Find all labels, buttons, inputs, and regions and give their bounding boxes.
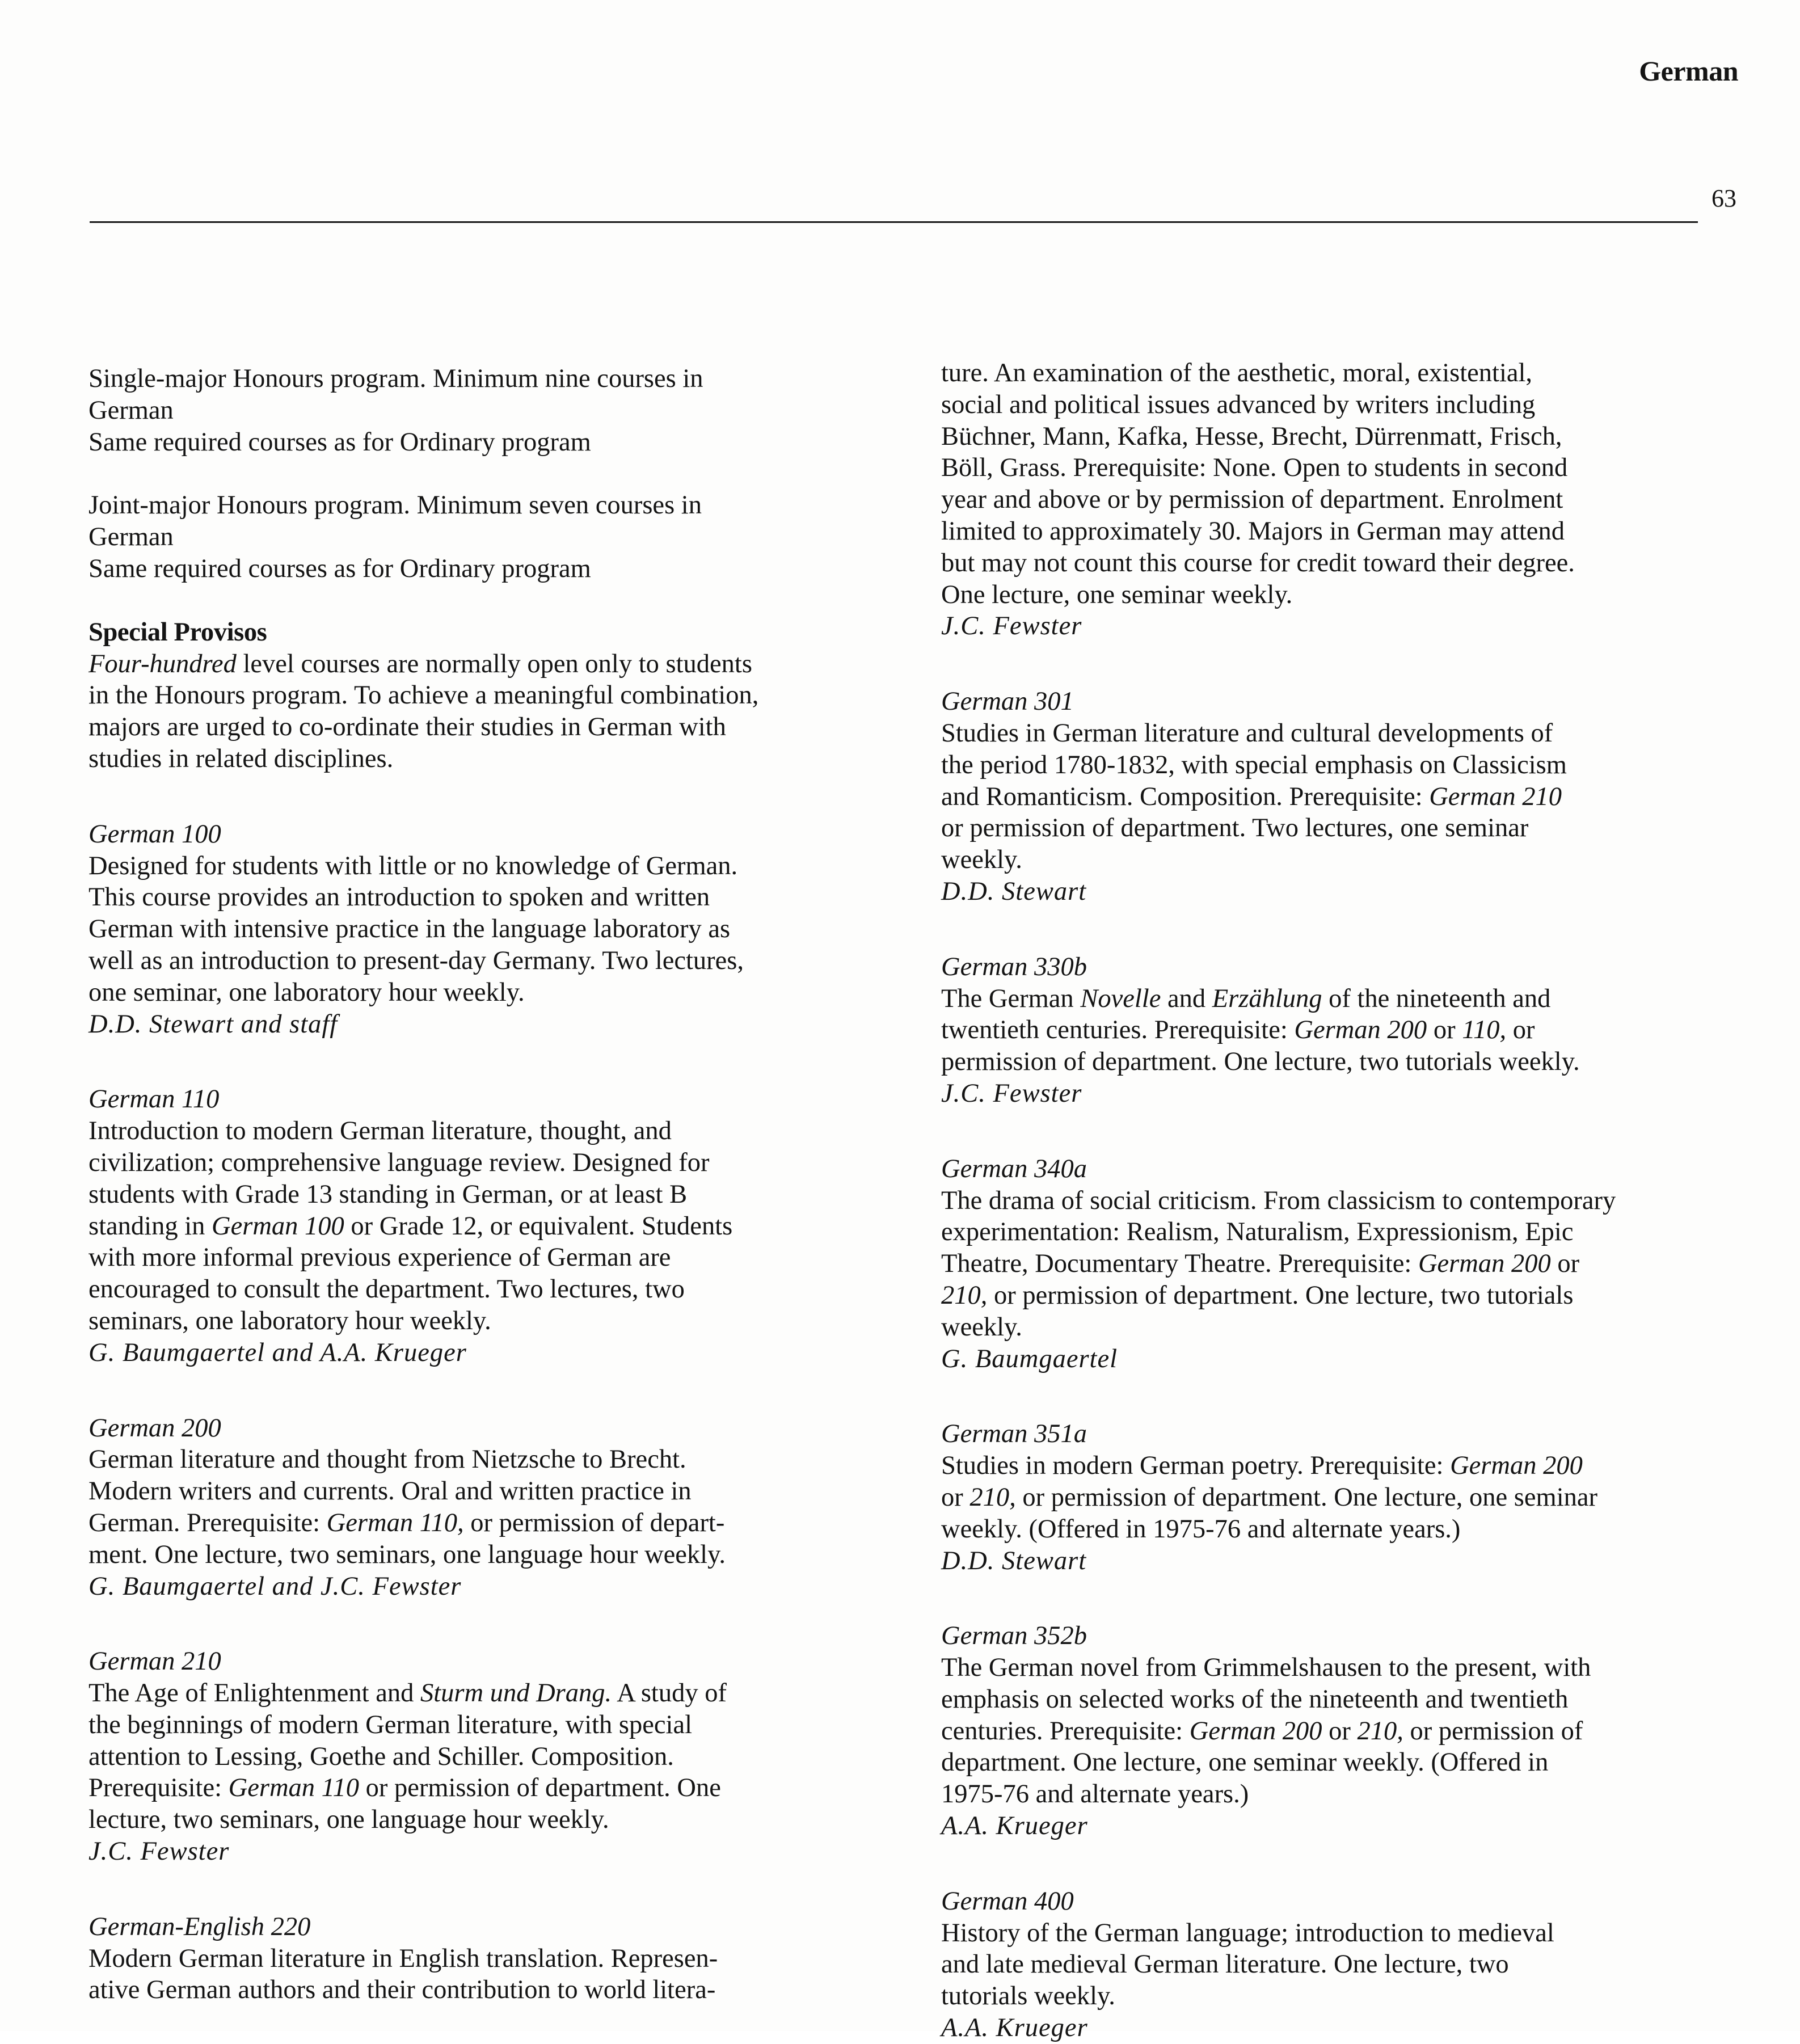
text-line: limited to approximately 30. Majors in German may attend xyxy=(941,516,1565,546)
text-line xyxy=(88,1507,894,1539)
course-german-210 xyxy=(88,1646,894,1868)
course-german-352b xyxy=(941,1620,1747,1842)
emphasis: German 200 xyxy=(1450,1451,1583,1481)
text-line: tutorials weekly. xyxy=(941,1982,1115,2011)
course-title: German 301 xyxy=(941,687,1074,717)
text-line: studies in related disciplines. xyxy=(88,744,394,773)
course-german-english-220 xyxy=(88,1911,894,2006)
text-run: Studies in modern German poetry. Prerequisite: xyxy=(941,1451,1451,1481)
text-run: of the nineteenth and xyxy=(1322,984,1551,1013)
emphasis: 210, xyxy=(969,1482,1016,1512)
text-run: or xyxy=(1322,1716,1358,1746)
text-line: German literature and thought from Nietzsche to Brecht. xyxy=(88,1445,686,1474)
course-title: German 100 xyxy=(88,819,221,849)
text-line xyxy=(941,781,1747,813)
course-instructor: G. Baumgaertel and A.A. Krueger xyxy=(88,1338,467,1367)
text-line: weekly. xyxy=(941,845,1022,875)
text-line xyxy=(88,1772,894,1804)
text-line xyxy=(941,1716,1747,1747)
course-title: German 110 xyxy=(88,1085,220,1114)
text-run: German. Prerequisite: xyxy=(88,1508,327,1537)
emphasis: German 200 xyxy=(1189,1716,1322,1746)
text-run: Prerequisite: xyxy=(88,1773,229,1803)
text-run: level courses are normally open only to students xyxy=(236,649,752,678)
text-line: weekly. (Offered in 1975-76 and alternate years.) xyxy=(941,1514,1461,1544)
text-line: Joint-major Honours program. Minimum seven courses in xyxy=(88,491,702,520)
text-line xyxy=(88,648,894,680)
emphasis: 110, xyxy=(1462,1015,1507,1045)
text-line: The German novel from Grimmelshausen to the present, with xyxy=(941,1653,1591,1683)
text-line: weekly. xyxy=(941,1312,1022,1342)
text-line: students with Grade 13 standing in German, or at least B xyxy=(88,1179,688,1209)
text-line: experimentation: Realism, Naturalism, Expressionism, Epic xyxy=(941,1217,1574,1247)
emphasis: German 210 xyxy=(1429,782,1562,811)
text-line: social and political issues advanced by writers including xyxy=(941,390,1536,419)
text-line: 1975-76 and alternate years.) xyxy=(941,1780,1249,1809)
course-title: German 210 xyxy=(88,1647,221,1676)
course-instructor: D.D. Stewart xyxy=(941,1546,1087,1575)
text-run: or xyxy=(1427,1015,1462,1045)
text-run: or xyxy=(1506,1015,1535,1045)
emphasis: 210, xyxy=(941,1280,988,1310)
text-line: encouraged to consult the department. Two lectures, two xyxy=(88,1275,685,1304)
text-line: ative German authors and their contribution to world litera- xyxy=(88,1975,716,2005)
course-german-200 xyxy=(88,1413,894,1603)
text-run: The Age of Enlightenment and xyxy=(88,1679,420,1708)
course-german-110 xyxy=(88,1084,894,1368)
text-line: Same required courses as for Ordinary program xyxy=(88,427,591,457)
text-line: German xyxy=(88,522,174,552)
course-instructor: A.A. Krueger xyxy=(941,2013,1088,2043)
text-run: or permission of department. One lecture, one seminar xyxy=(1015,1482,1597,1512)
text-line: one seminar, one laboratory hour weekly. xyxy=(88,977,525,1007)
text-line: Büchner, Mann, Kafka, Hesse, Brecht, Dürrenmatt, Frisch, xyxy=(941,422,1562,451)
text-run: or Grade 12, or equivalent. Students xyxy=(344,1211,733,1241)
text-line: Böll, Grass. Prerequisite: None. Open to students in second xyxy=(941,453,1568,483)
course-instructor: J.C. Fewster xyxy=(941,612,1082,641)
text-line: Single-major Honours program. Minimum nine courses in xyxy=(88,364,703,393)
text-line: the beginnings of modern German literature, with special xyxy=(88,1710,693,1739)
text-run: or permission of depart- xyxy=(463,1508,725,1537)
course-german-301 xyxy=(941,686,1747,908)
text-line: lecture, two seminars, one language hour weekly. xyxy=(88,1805,609,1835)
emphasis: German 200 xyxy=(1294,1015,1427,1045)
right-column xyxy=(941,357,1747,2044)
text-line: This course provides an introduction to spoken and written xyxy=(88,883,710,912)
text-line xyxy=(941,1248,1747,1280)
text-line: German xyxy=(88,395,174,425)
header-rule xyxy=(90,221,1698,223)
special-provisos xyxy=(88,617,894,775)
text-run: or xyxy=(1550,1249,1580,1279)
text-line: year and above or by permission of department. Enrolment xyxy=(941,485,1563,515)
course-german-english-220-continued xyxy=(941,357,1747,642)
course-german-351a xyxy=(941,1418,1747,1577)
text-line xyxy=(941,1482,1747,1514)
course-title: German 351a xyxy=(941,1419,1087,1449)
text-line: or permission of department. Two lectures, one seminar xyxy=(941,814,1529,843)
course-german-400 xyxy=(941,1886,1747,2044)
text-line: in the Honours program. To achieve a meaningful combination, xyxy=(88,681,759,710)
text-line: Modern writers and currents. Oral and written practice in xyxy=(88,1477,692,1506)
text-line xyxy=(941,1280,1747,1312)
text-line: Introduction to modern German literature, thought, and xyxy=(88,1116,672,1146)
emphasis: German 200 xyxy=(1418,1249,1551,1279)
text-line: ture. An examination of the aesthetic, moral, existential, xyxy=(941,359,1533,387)
text-line: Same required courses as for Ordinary program xyxy=(88,554,591,583)
text-line: ment. One lecture, two seminars, one language hour weekly. xyxy=(88,1540,726,1569)
course-instructor: D.D. Stewart xyxy=(941,876,1087,906)
course-instructor: A.A. Krueger xyxy=(941,1811,1088,1841)
text-line: and late medieval German literature. One lecture, two xyxy=(941,1950,1509,1979)
text-run: or permission of department. One xyxy=(359,1773,721,1803)
emphasis: German 100 xyxy=(212,1211,344,1241)
text-line: The drama of social criticism. From classicism to contemporary xyxy=(941,1186,1616,1215)
text-line: Modern German literature in English translation. Represen- xyxy=(88,1944,718,1973)
text-line: department. One lecture, one seminar weekly. (Offered in xyxy=(941,1748,1549,1777)
emphasis: Novelle xyxy=(1080,984,1161,1013)
text-line: permission of department. One lecture, two tutorials weekly. xyxy=(941,1047,1580,1077)
joint-major-honours xyxy=(88,490,894,584)
emphasis: Erzählung xyxy=(1212,984,1322,1013)
course-instructor: D.D. Stewart and staff xyxy=(88,1009,338,1039)
text-line: but may not count this course for credit toward their degree. xyxy=(941,548,1575,578)
running-head: German xyxy=(1639,55,1738,87)
course-title: German 352b xyxy=(941,1621,1087,1651)
text-run: The German xyxy=(941,984,1081,1013)
text-run: and Romanticism. Composition. Prerequisite: xyxy=(941,782,1430,811)
emphasis: Four-hundred xyxy=(88,649,237,678)
emphasis: 210, xyxy=(1357,1716,1403,1746)
course-german-330b xyxy=(941,951,1747,1110)
text-line: emphasis on selected works of the nineteenth and twentieth xyxy=(941,1684,1569,1714)
left-column xyxy=(88,363,894,2006)
course-instructor: J.C. Fewster xyxy=(941,1078,1082,1108)
text-line: well as an introduction to present-day Germany. Two lectures, xyxy=(88,946,744,975)
text-line xyxy=(941,983,1747,1015)
text-run: and xyxy=(1161,984,1212,1013)
page-number: 63 xyxy=(1712,184,1736,212)
course-instructor: G. Baumgaertel xyxy=(941,1344,1118,1373)
course-german-100 xyxy=(88,819,894,1040)
course-instructor: G. Baumgaertel and J.C. Fewster xyxy=(88,1571,462,1601)
text-line: seminars, one laboratory hour weekly. xyxy=(88,1306,491,1335)
text-run: twentieth centuries. Prerequisite: xyxy=(941,1015,1295,1045)
course-title: German 400 xyxy=(941,1886,1074,1916)
section-heading: Special Provisos xyxy=(88,617,267,647)
text-run: or xyxy=(941,1482,970,1512)
text-line: civilization; comprehensive language review. Designed for xyxy=(88,1148,710,1177)
course-title: German-English 220 xyxy=(88,1912,311,1941)
text-run: A study of xyxy=(612,1679,727,1708)
emphasis: German 110 xyxy=(228,1773,359,1803)
text-line: the period 1780-1832, with special emphasis on Classicism xyxy=(941,750,1567,779)
text-line xyxy=(88,1211,894,1242)
text-line: One lecture, one seminar weekly. xyxy=(941,580,1293,609)
course-title: German 200 xyxy=(88,1413,221,1443)
text-line: with more informal previous experience of German are xyxy=(88,1243,671,1272)
text-line xyxy=(88,1678,894,1709)
course-title: German 330b xyxy=(941,952,1087,981)
text-line: History of the German language; introduction to medieval xyxy=(941,1918,1554,1948)
course-german-340a xyxy=(941,1153,1747,1375)
course-title: German 340a xyxy=(941,1154,1087,1183)
text-line xyxy=(941,1014,1747,1046)
text-line: German with intensive practice in the language laboratory as xyxy=(88,914,731,944)
text-run: or permission of department. One lecture, two tutorials xyxy=(987,1280,1574,1310)
text-run: or permission of xyxy=(1403,1716,1583,1746)
text-run: centuries. Prerequisite: xyxy=(941,1716,1190,1746)
course-instructor: J.C. Fewster xyxy=(88,1837,230,1866)
text-line: Designed for students with little or no knowledge of German. xyxy=(88,851,738,880)
text-run: Theatre, Documentary Theatre. Prerequisite: xyxy=(941,1249,1418,1279)
emphasis: Sturm und Drang. xyxy=(420,1679,612,1708)
text-line xyxy=(941,1450,1747,1482)
text-line: attention to Lessing, Goethe and Schiller. Composition. xyxy=(88,1742,674,1771)
single-major-honours xyxy=(88,363,894,458)
text-run: standing in xyxy=(88,1211,212,1241)
emphasis: German 110, xyxy=(326,1508,464,1537)
text-line: majors are urged to co-ordinate their studies in German with xyxy=(88,713,726,742)
text-line: Studies in German literature and cultural developments of xyxy=(941,718,1553,748)
